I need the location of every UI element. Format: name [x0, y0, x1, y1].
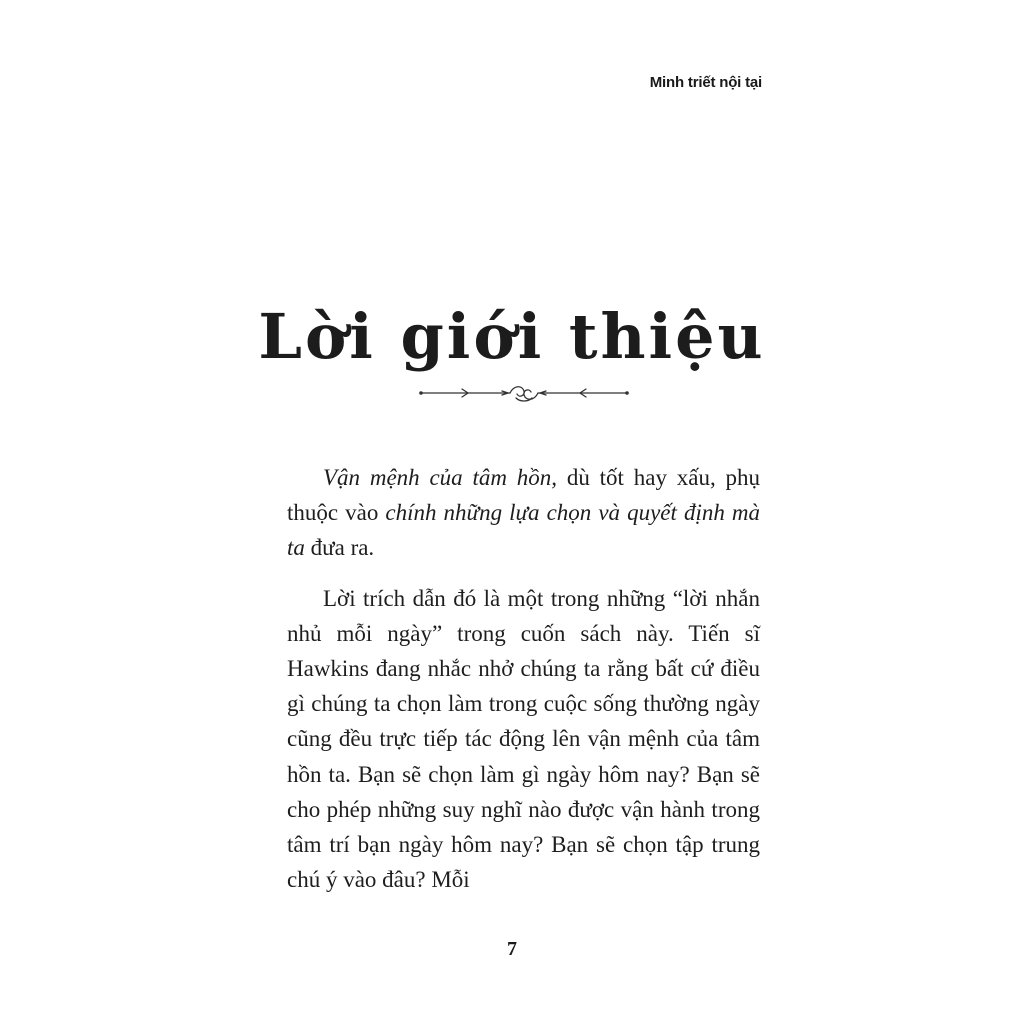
page-number: 7 [507, 938, 517, 960]
body-text [287, 460, 760, 897]
italic-phrase: Vận mệnh của tâm hồn, [323, 465, 558, 490]
paragraph-2 [287, 581, 760, 898]
ornamental-divider-icon [418, 380, 630, 406]
text-run: dù tốt hay xấu, phụ thuộc vào [287, 465, 761, 526]
text-run: Lời trích dẫn đó là một trong những “lời nhắn nhủ mỗi ngày” trong cuốn sách này. Tiến sĩ Hawkins đang nhắc nhở chúng ta rằng bất cứ điều gì chúng ta chọn làm trong cuộc sống thường ngày cũng đều trực tiếp tác động lên vận mệnh của tâm hồn ta. Bạn sẽ chọn làm gì ngày hôm nay? Bạn sẽ cho phép những suy nghĩ nào được vận hành trong tâm trí bạn ngày hôm nay? Bạn sẽ chọn tập trung chú ý vào đâu? Mỗi [287, 585, 760, 893]
paragraph-1 [287, 460, 760, 566]
italic-phrase: chính những lựa chọn và quyết định mà ta [287, 500, 760, 561]
running-header-title: Minh triết nội tại [649, 74, 762, 91]
chapter-title: Lời giới thiệu [258, 299, 766, 373]
text-run: đưa ra. [304, 535, 375, 561]
